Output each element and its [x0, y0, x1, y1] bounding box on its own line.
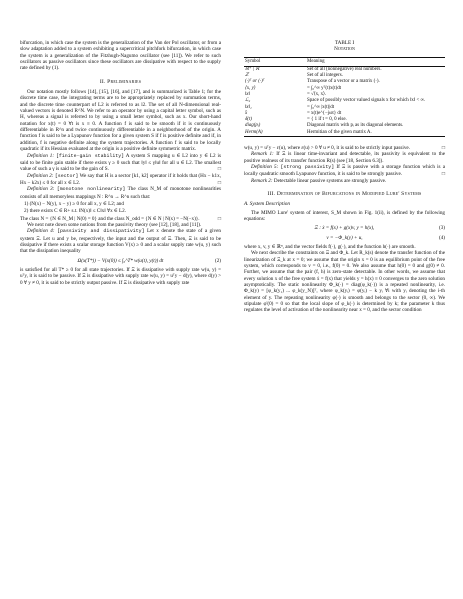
intro-paragraph: bifurcation, in which case the system is the generalization of the Van der Pol oscillator, or from a slow adaptation added to a system exhibiting a supercritical pitchfork bifurcation, in which case the system is a generalization of the Fitzhugh-Nagumo oscillator (see [11]). We refer to such oscillators as passive oscillators since these oscillators are dissipative with respect to the supply rate defined by (1).: [20, 40, 221, 72]
table-header-row: [244, 57, 445, 66]
definition-3-item-2: 2) there exists C ∈ R+ s.t. ‖N(x)‖ ≤ C‖x‖ ∀x ∈ L2.: [24, 208, 127, 215]
table-cell-meaning: Set of all (nonnegative) real numbers.: [307, 66, 382, 72]
table-cell-symbol: ‖x‖₁: [245, 104, 252, 110]
remark-1-label: Remark 1:: [251, 151, 274, 158]
table-cell-meaning: Diagonal matrix with pᵢ as its diagonal elements.: [307, 123, 404, 129]
equation-4-number: (4): [439, 234, 445, 241]
table-cell-symbol: ℒ₂: [245, 98, 251, 104]
equation-3-body: Ξ : ẋ = f(x) + g(x)v, y = h(x),: [314, 225, 375, 232]
equation-2-body: Ω(x(T*)) − V(x(0)) ≤ ∫₀^T* w(u(t), y(t)) dt: [77, 257, 164, 264]
qed-mark: □: [217, 179, 221, 186]
definition-1-label: Definition 1:: [27, 152, 55, 159]
definition-3-tail: [20, 216, 221, 222]
passivity-note: We next note down some notions from the passivity theory (see [12], [18], and [11]).: [27, 221, 202, 228]
table-cell-meaning: = x(t)e^{−jωt} dt: [307, 110, 342, 116]
definition-2-tag: [sector]: [54, 173, 79, 179]
table-row: [244, 66, 445, 73]
table-cell-symbol: ‖x‖: [245, 92, 250, 98]
table-cell-symbol: δ(t): [245, 117, 252, 123]
subsection-system-description: A. System Description: [244, 201, 290, 208]
definition-2-text: We say that H is a sector [k1, k2] operator if it holds that (Hx − k1x, Hx − k2x) ≤ 0 for all x ∈ L2.: [20, 172, 221, 186]
table-cell-meaning: = √⟨x, x⟩.: [307, 92, 327, 98]
preliminaries-paragraph: Our notation mostly follows [14], [15], [16], and [17], and is summarized is Table 1; for the discrete time case, the integrating terms are to be appropriately replaced by summation terms, and the discrete time counterpart of L2 is referred to as l2. The set of all N-dimensional real-valued vectors is denoted R^N. We refer to an operator by using a capital letter symbol, such as H, whereas a signal is referred to by using a small letter symbol, such as x. Our short-hand notation for x(t) = 0 ∀t is x ≡ 0. A function f is said to be smooth if it is continuously differentiable in R^n and twice continuously differentiable in a neighborhood of the origin. A function f is said to be a Lyapunov function for a given system S if f is positive definite and if, in addition, f is negative definite along the system trajectories. A function f is said to be locally quadratic if its Hessian evaluated at the origin is a positive definite symmetric matrix.: [20, 89, 221, 153]
equation-4-body: v = −Φ_k(y) + u,: [326, 234, 363, 241]
section-preliminaries-title: II. Preliminaries: [99, 78, 142, 85]
table-cell-meaning: Space of possibly vector valued signals x for which ‖x‖ < ∞.: [307, 98, 426, 104]
equation-4: [244, 235, 445, 241]
table-cell-symbol: ⟨x, y⟩: [245, 85, 256, 91]
qed-mark: □: [217, 166, 221, 173]
table-cell-symbol: (·)ᵀ or (·)ᵀ: [245, 79, 265, 85]
definition-1: [20, 153, 221, 173]
table-cell-meaning: Set of all integers.: [307, 73, 343, 79]
definition-5-tag: [strong passivity]: [280, 164, 335, 170]
definition-1-text: A system S mapping u ∈ L2 into y ∈ L2 is said to be finite gain stable if there exists γ ≥ 0 such that ‖y‖ ≤ γ‖u‖ for all u ∈ L2. The smallest value of such a γ is said to be the gain of S.: [20, 152, 221, 173]
continuation-text: w(u, y) = uᵀy − ε(u), where ε(u) > 0 ∀ u ≠ 0, it is said to be strictly input passive.: [244, 144, 410, 151]
table-cell-meaning: = { 1 if t = 0, 0 else.: [307, 117, 347, 123]
left-column: [20, 40, 221, 286]
qed-mark: □: [441, 171, 445, 178]
definition-4-tag: [passivity and dissipativity]: [57, 229, 145, 235]
table-cell-meaning: Hermitian of the given matrix A.: [306, 130, 445, 137]
table-cell-meaning: Transpose of a vector or a matrix (·).: [307, 79, 380, 85]
remark-2: [244, 178, 445, 184]
table-row: [244, 130, 445, 137]
table-cell-symbol: x̂: [245, 110, 248, 116]
spacer: [244, 137, 445, 145]
after-equation-paragraph: where x, v, y ∈ ℝⁿ, and the vector fields f(·), g(·), and the function h(·) are smooth.: [244, 243, 416, 250]
definition-4-label: Definition 4:: [27, 228, 55, 235]
table-cell-symbol: ℤ: [245, 73, 249, 79]
table-header-symbol: Symbol: [244, 57, 306, 66]
table-header-meaning: Meaning: [306, 57, 445, 66]
remark-2-text: Detectable linear passive systems are strongly passive.: [273, 177, 387, 184]
right-column: [244, 40, 445, 314]
definition-3-label: Definition 3:: [27, 186, 55, 193]
table-cell-meaning: = ∫₀^∞ |x(t)|dt: [307, 104, 335, 110]
definition-3-tag: [monotone nonlinearity]: [56, 187, 126, 193]
definition-3-text: The class N_M of monotone nonlinearities consists of all memoryless mappings N : R^n → R^n such that:: [20, 186, 221, 200]
definition-3: [20, 186, 221, 200]
equation-3-number: (3): [439, 225, 445, 232]
equation-3: [244, 225, 445, 231]
qed-mark: □: [441, 144, 445, 151]
table-cell-symbol: Herm(A): [244, 130, 306, 137]
definition-4-text: Let x denote the state of a given system Ξ. Let u and y be, respectively, the input and the output of Ξ. Then, Ξ is said to be dissipative if there exists a scalar storage function V(x) ≥ 0 and a scalar supply rate w(u, y) such that the dissipation inequality: [20, 228, 221, 255]
qed-mark: □: [217, 215, 221, 222]
table-title: Notation: [334, 46, 355, 53]
constraints-paragraph: We next describe the constraints on Ξ and Φ_k. Let R_k(s) denote the transfer function of the linearization of Ξ_k at x = 0; we assume that the origin x = 0 is an equilibrium point of the free system, which corresponds to v = 0, i.e., f(0) = 0. We also assume that h(0) = 0 and g(0) ≠ 0. Further, we assume that the pair (f, h) is zero-state detectable. In other words, we assume that every solution x of the free system ẋ = f(x) that yields y = h(x) ≡ 0 converges to the zero solution asymptotically. The static nonlinearity Φ_k(·) = diag(φ_k(·)) is a repeated nonlinearity, i.e. Φ_k(y) = [φ_k(y₁) ... φ_k(y_N)]ᵀ, where φ_k(yᵢ) = φ(yᵢ) − k yᵢ ∀i with yᵢ denoting the i-th element of y. The repeating nonlinearity φ(·) is smooth and belongs to the sector (0, ∞). We stipulate φ'(0) = 0 so that the local slope of φ_k(·) is determined by k; the parameter k thus regulates the level of activation of the nonlinearity near x = 0, and the sector condition: [244, 250, 445, 314]
definition-2-label: Definition 2:: [27, 172, 54, 179]
definition-5-text: If Ξ is passive with a storage function which is a locally quadratic smooth Lyapunov function, it is said to be strongly passive.: [244, 163, 445, 178]
definition-4-tail: is satisfied for all T* ≥ 0 for all state trajectories. If Ξ is dissipative with supply rate w(u, y) = uᵀy, it is said to be passive. If Ξ is dissipative with supply rate w(u, y) = uᵀy − d(y), where d(y) > 0 ∀ y ≠ 0, it is said to be strictly output passive. If Ξ is dissipative with supply rate: [20, 267, 221, 286]
notation-table: [244, 57, 445, 137]
remark-1: [244, 151, 445, 164]
definition-5: [244, 164, 445, 178]
definition-3-item-1: 1) (N(x) − N(y), x − y) ≥ 0 for all x, y ∈ L2; and: [24, 200, 124, 207]
equation-2-number: (2): [215, 257, 221, 264]
definition-3-tail-text: The class N = {N ∈ N_M | N(0) = 0} and the class N_odd = {N ∈ N | N(x) = −N(−x)}.: [20, 215, 200, 222]
remark-1-text: If Ξ is linear time-invariant and detectable, its passivity is equivalent to the positive realness of its transfer function R(s) (see [18, Section 6.3]).: [244, 151, 445, 164]
table-cell-meaning: = ∫₀^∞ yᵀ(t)x(t)dt: [307, 85, 342, 91]
equation-2: [20, 258, 221, 264]
table-cell-symbol: ℝ⁺ | ℝ: [245, 66, 260, 72]
definition-4: [20, 228, 221, 254]
section-3-title: III. Determination of Bifurcations in Modified Lure' Systems: [267, 190, 422, 197]
system-description-paragraph: The MIMO Lure' system of interest, S_M shown in Fig. 1(ii), is defined by the following equations:: [244, 209, 445, 222]
definition-1-tag: [finite-gain stability]: [55, 153, 125, 159]
table-cell-symbol: diag(pᵢ): [245, 123, 261, 129]
table-label: TABLE I: [334, 40, 355, 46]
remark-2-label: Remark 2:: [251, 177, 273, 184]
definition-2: [20, 173, 221, 187]
definition-5-label: Definition 5:: [251, 163, 279, 170]
